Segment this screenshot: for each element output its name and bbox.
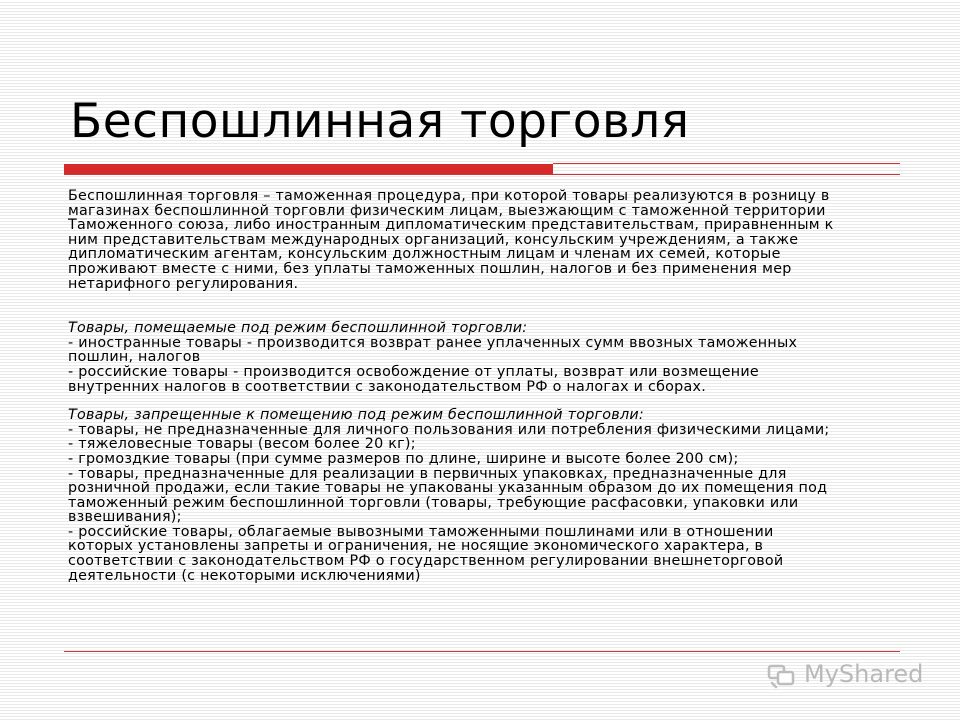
prohibited-goods-heading: Товары, запрещенные к помещению под режим беспошлинной торговли: xyxy=(68,407,644,424)
intro-paragraph xyxy=(68,189,900,291)
text-line: дипломатическим агентам, консульским должностным лицам и членам их семей, которые xyxy=(68,246,781,263)
title-rule-top xyxy=(553,163,900,164)
list-item: - российские товары, облагаемые вывозными таможенными пошлинами или в отношении xyxy=(68,523,774,540)
list-item: пошлин, налогов xyxy=(68,349,201,366)
list-item: - тяжеловесные товары (весом более 20 кг); xyxy=(68,436,416,453)
text-line: Беспошлинная торговля – таможенная процедура, при которой товары реализуются в розницу в xyxy=(68,188,830,204)
list-item: деятельности (с некоторыми исключениями) xyxy=(68,567,421,584)
list-item: - товары, не предназначенные для личного пользования или потребления физическими лицами; xyxy=(68,421,830,438)
slide-body xyxy=(68,189,900,583)
slide-title: Беспошлинная торговля xyxy=(70,94,690,149)
prohibited-goods-section xyxy=(68,408,900,583)
text-line: Таможенного союза, либо иностранным дипломатическим представительствам, приравненным к xyxy=(68,217,834,234)
title-accent-bar xyxy=(64,164,553,174)
list-item: внутренних налогов в соответствии с законодательством РФ о налогах и сборах. xyxy=(68,378,707,395)
list-item: соответствии с законодательством РФ о государственном регулировании внешнеторговой xyxy=(68,553,784,570)
list-item: - товары, предназначенные для реализации в первичных упаковках, предназначенные для xyxy=(68,465,787,482)
title-rule-bottom xyxy=(64,174,900,175)
allowed-goods-heading: Товары, помещаемые под режим беспошлинной торговли: xyxy=(68,320,528,337)
logo-text: MyShared xyxy=(804,660,924,688)
text-line: магазинах беспошлинной торговли физическим лицам, выезжающим с таможенной территории xyxy=(68,202,826,219)
mysharing-logo-icon xyxy=(766,659,798,691)
allowed-goods-section xyxy=(68,321,900,394)
list-item: таможенный режим беспошлинной торговли (товары, требующие расфасовки, упаковки или xyxy=(68,494,799,511)
list-item: - громоздкие товары (при сумме размеров по длине, ширине и высоте более 200 см); xyxy=(68,450,739,467)
list-item: - российские товары - производится освобождение от уплаты, возврат или возмещение xyxy=(68,363,759,380)
footer-rule xyxy=(64,651,900,652)
list-item: розничной продажи, если такие товары не упакованы указанным образом до их помещения под xyxy=(68,480,828,497)
text-line: нетарифного регулирования. xyxy=(68,275,299,292)
text-line: ним представительствам международных организаций, консульским учреждениям, а также xyxy=(68,231,799,248)
list-item: которых установлены запреты и ограничения, не носящие экономического характера, в xyxy=(68,538,764,555)
text-line: проживают вместе с ними, без уплаты таможенных пошлин, налогов и без применения мер xyxy=(68,260,792,277)
watermark-logo xyxy=(766,657,926,693)
list-item: - иностранные товары - производится возврат ранее уплаченных сумм ввозных таможенных xyxy=(68,334,798,351)
list-item: взвешивания); xyxy=(68,509,182,526)
